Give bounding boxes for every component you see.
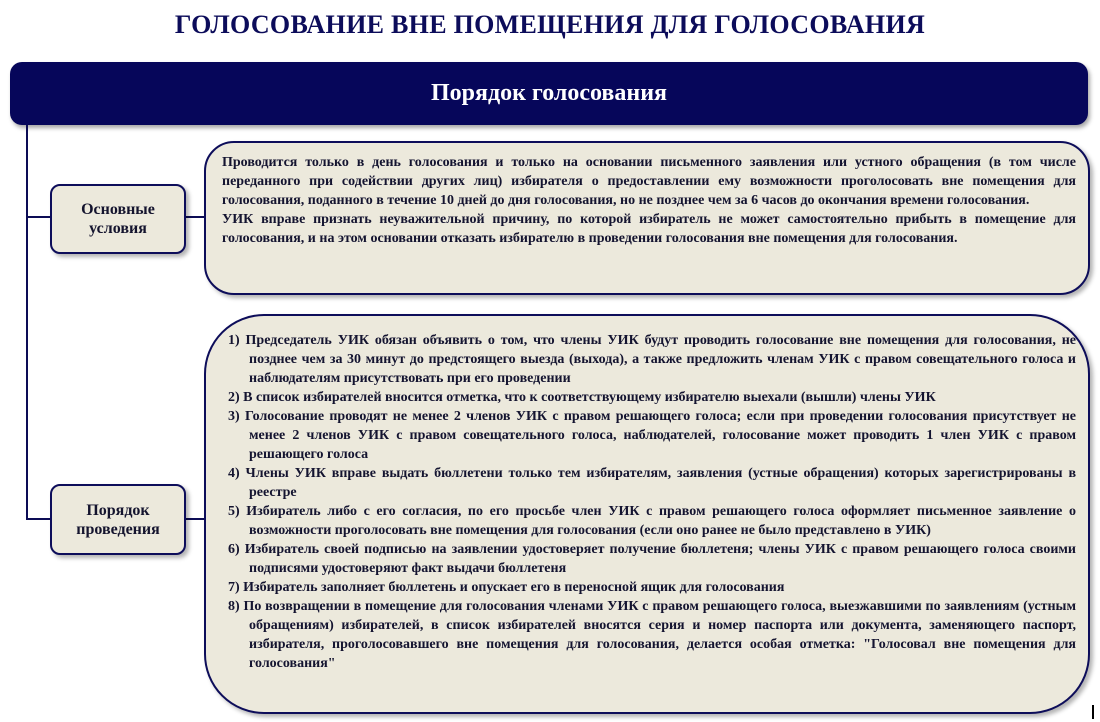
label-line: условия — [89, 220, 147, 237]
header-title: Порядок голосования — [430, 80, 668, 106]
label-line: Порядок — [86, 501, 150, 519]
connector-to-procedure — [26, 518, 50, 520]
page-title: ГОЛОСОВАНИЕ ВНЕ ПОМЕЩЕНИЯ ДЛЯ ГОЛОСОВАНИЯ — [174, 10, 926, 39]
conditions-paragraph: УИК вправе признать неуважительной причину, по которой избиратель не может самостоятельно прибыть в помещение для голосования, и на этом основании отказать избирателю в проведении голосования вне помещения для голосования. — [222, 212, 1076, 246]
label-line: Основные — [81, 201, 155, 218]
text-cursor — [1092, 705, 1094, 719]
procedure-steps — [228, 331, 1076, 673]
procedure-step: 1) Председатель УИК обязан объявить о том, что члены УИК будут проводить голосование вне помещения для голосования, не позднее чем за 30 минут до предстоящего выезда (выхода), а также предложить членам УИК с правом совещательного голоса и наблюдателям присутствовать при его проведении — [228, 333, 1076, 386]
procedure-text-box — [204, 314, 1090, 714]
label-basic-conditions — [50, 184, 186, 254]
header-banner — [10, 62, 1088, 125]
procedure-step: 6) Избиратель своей подписью на заявлении удостоверяет получение бюллетеня; члены УИК с правом решающего голоса своими подписями удостоверяют факт выдачи бюллетеня — [228, 542, 1076, 576]
conditions-text-box — [204, 141, 1090, 295]
procedure-step: 2) В список избирателей вносится отметка, что к соответствующему избирателю выехали (вышли) члены УИК — [228, 390, 936, 405]
procedure-step: 8) По возвращении в помещение для голосования членами УИК с правом решающего голоса, выезжавшими по заявлениям (устным обращениям) избирателей, в список избирателей вносятся серия и номер паспорта или документа, заменяющего паспорт, избирателя, проголосовавшего вне помещения для голосования, делается особая отметка: "Голосовал вне помещения для голосования" — [228, 599, 1076, 671]
connector-to-conditions — [26, 216, 50, 218]
connector-conditions-to-content — [184, 216, 206, 218]
connector-vertical — [26, 125, 28, 520]
procedure-step: 4) Члены УИК вправе выдать бюллетени только тем избирателям, заявления (устные обращения) которых зарегистрированы в реестре — [228, 466, 1076, 500]
procedure-step: 5) Избиратель либо с его согласия, по его просьбе член УИК с правом решающего голоса оформляет письменное заявление о возможности проголосовать вне помещения для голосования (если оно ранее не было представлено в УИК) — [228, 504, 1076, 538]
label-procedure — [50, 484, 186, 555]
procedure-step: 3) Голосование проводят не менее 2 членов УИК с правом решающего голоса; если при проведении голосования присутствует не менее 2 членов УИК с правом совещательного голоса, наблюдателей, голосование может проводить 1 член УИК с правом решающего голоса — [228, 409, 1076, 462]
connector-procedure-to-content — [184, 518, 206, 520]
conditions-paragraph: Проводится только в день голосования и только на основании письменного заявления или устного обращения (в том числе переданного при содействии других лиц) избирателя о предоставлении ему возможности проголосовать вне помещения для голосования, поданного в течение 10 дней до дня голосования, но не позднее чем за 6 часов до окончания времени голосования. — [222, 155, 1076, 208]
procedure-step: 7) Избиратель заполняет бюллетень и опускает его в переносной ящик для голосования — [228, 580, 785, 595]
label-line: проведения — [76, 520, 160, 538]
